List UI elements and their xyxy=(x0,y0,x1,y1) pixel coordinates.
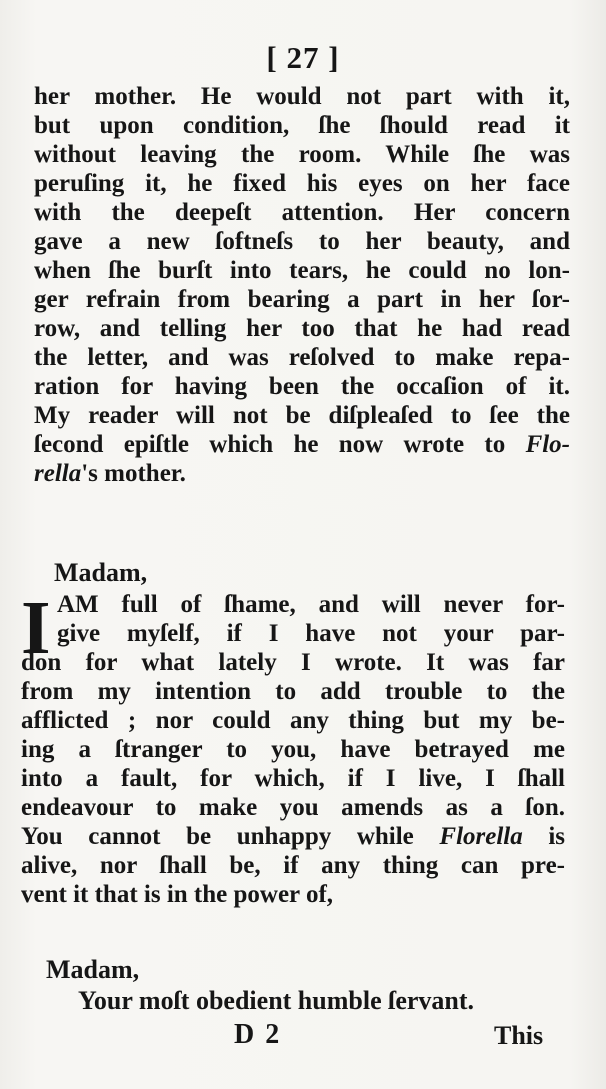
text-line: AM full of ſhame, and will never for- xyxy=(57,591,565,618)
text-line: the letter, and was reſolved to make repa- xyxy=(34,344,570,371)
text-line: My reader will not be diſpleaſed to ſee the xyxy=(34,402,570,429)
drop-cap: I xyxy=(21,586,51,670)
text-line: row, and telling her too that he had read xyxy=(34,315,570,342)
text-line: don for what lately I wrote. It was far xyxy=(21,649,565,676)
signature-mark: D 2 xyxy=(234,1019,282,1050)
text-line-end: 's mother. xyxy=(81,460,186,487)
text-line: without leaving the room. While ſhe was xyxy=(34,141,570,168)
text-line: afflicted ; nor could any thing but my be- xyxy=(21,707,565,734)
text-line xyxy=(21,822,565,851)
text-line-end: is xyxy=(548,823,566,850)
italic-name: rella xyxy=(34,460,82,487)
letter-signature: Your moſt obedient humble ſervant. xyxy=(78,986,475,1015)
narrative-paragraph xyxy=(34,82,570,488)
text-line-start: You cannot be unhappy while xyxy=(21,823,414,850)
text-line: from my intention to add trouble to the xyxy=(21,678,565,705)
text-line: peruſing it, he fixed his eyes on her face xyxy=(34,170,570,197)
text-line: her mother. He would not part with it, xyxy=(34,83,570,110)
text-line xyxy=(34,459,570,488)
catchword: This xyxy=(494,1021,544,1050)
text-line: ger refrain from bearing a part in her ſor- xyxy=(34,286,570,313)
text-line: gave a new ſoftneſs to her beauty, and xyxy=(34,228,570,255)
text-line: when ſhe burſt into tears, he could no lon- xyxy=(34,257,570,284)
letter-body xyxy=(21,586,566,909)
letter-salutation: Madam, xyxy=(54,558,148,587)
text-line: give myſelf, if I have not your par- xyxy=(57,620,565,647)
text-line: ration for having been the occaſion of it. xyxy=(34,373,570,400)
letter-closing: Madam, xyxy=(46,955,140,984)
text-line: vent it that is in the power of, xyxy=(21,881,334,908)
text-line xyxy=(34,430,570,459)
text-line: alive, nor ſhall be, if any thing can pre- xyxy=(21,852,565,879)
text-line: into a fault, for which, if I live, I ſhall xyxy=(21,765,565,792)
page-number: [ 27 ] xyxy=(266,40,340,75)
text-line: ing a ſtranger to you, have betrayed me xyxy=(21,736,565,763)
italic-name: Flo- xyxy=(525,431,571,458)
text-line: with the deepeſt attention. Her concern xyxy=(34,199,570,226)
italic-name: Florella xyxy=(439,823,523,850)
text-line: but upon condition, ſhe ſhould read it xyxy=(34,112,570,139)
text-line: endeavour to make you amends as a ſon. xyxy=(21,794,565,821)
text-line-start: ſecond epiſtle which he now wrote to xyxy=(34,431,506,458)
